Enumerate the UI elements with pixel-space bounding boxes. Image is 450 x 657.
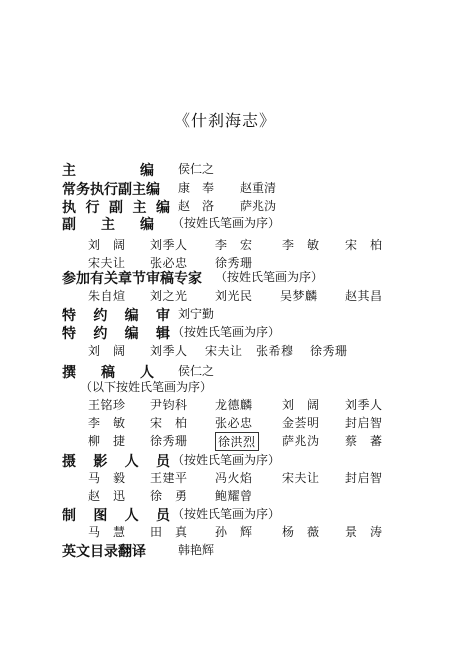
role-label-char: 摄 bbox=[62, 454, 76, 470]
role-label-char: 制 bbox=[62, 508, 76, 524]
note: （按姓氏笔画为序） bbox=[172, 453, 281, 467]
role-label bbox=[62, 160, 154, 180]
note: （按姓氏笔画为序） bbox=[215, 270, 324, 284]
person-name: 徐秀珊 bbox=[150, 434, 188, 448]
role-label-char: 人 bbox=[140, 365, 154, 381]
person-name: 刘季人 bbox=[345, 398, 383, 412]
role-label-char: 行 bbox=[85, 200, 100, 216]
person-name: 刘 阔 bbox=[282, 398, 320, 412]
person-name: 刘光民 bbox=[215, 289, 253, 303]
role-label-char: 主 bbox=[132, 200, 147, 216]
exec-vice-row bbox=[0, 197, 450, 215]
person-name: 徐 勇 bbox=[150, 489, 188, 503]
person-name: 赵重清 bbox=[240, 181, 277, 195]
role-label-char: 编 bbox=[140, 163, 154, 179]
role-label: 英文目录翻译 bbox=[62, 544, 146, 560]
person-name: 韩艳辉 bbox=[178, 543, 215, 557]
person-name: 朱自煊 bbox=[88, 289, 126, 303]
role-label-char: 特 bbox=[62, 308, 76, 324]
person-name: 宋 柏 bbox=[150, 416, 188, 430]
role-label-char: 人 bbox=[124, 454, 139, 470]
role-label-char: 约 bbox=[93, 326, 108, 342]
role-label-char: 编 bbox=[156, 200, 170, 216]
person-name: 宋夫让 bbox=[88, 256, 126, 270]
person-name: 侯仁之 bbox=[178, 364, 215, 378]
role-label bbox=[62, 305, 170, 325]
person-name: 侯仁之 bbox=[178, 162, 215, 176]
role-label-char: 特 bbox=[62, 326, 76, 342]
person-name: 宋夫让 bbox=[282, 471, 320, 485]
role-label-char: 副 bbox=[109, 200, 123, 216]
person-name: 康 奉 bbox=[178, 181, 215, 195]
person-name: 冯火焰 bbox=[215, 471, 253, 485]
role-label-char: 执 bbox=[62, 200, 76, 216]
role-label-char: 审 bbox=[155, 308, 170, 324]
person-name: 龙德麟 bbox=[215, 398, 253, 412]
special-edit-names bbox=[0, 342, 450, 360]
person-name: 王建平 bbox=[150, 471, 188, 485]
photographers-names-1 bbox=[0, 469, 450, 487]
person-name: 李 宏 bbox=[215, 238, 253, 252]
person-name: 封启智 bbox=[345, 416, 383, 430]
photographers-names-2 bbox=[0, 487, 450, 505]
person-name: 刘宁勤 bbox=[178, 307, 215, 321]
note: （按姓氏笔画为序） bbox=[172, 216, 281, 230]
role-label-char: 图 bbox=[93, 508, 108, 524]
writers-names-2 bbox=[0, 414, 450, 432]
role-label-char: 稿 bbox=[101, 365, 115, 381]
role-label bbox=[62, 505, 170, 525]
note: （以下按姓氏笔画为序） bbox=[80, 380, 213, 394]
deputy-names-1 bbox=[0, 236, 450, 254]
cartographers-names-1 bbox=[0, 523, 450, 541]
role-label bbox=[62, 214, 154, 234]
person-name: 景 涛 bbox=[345, 525, 383, 539]
role-label-char: 员 bbox=[155, 508, 170, 524]
chief-editor-row bbox=[0, 160, 450, 178]
person-name: 李 敏 bbox=[282, 238, 320, 252]
role-label-char: 员 bbox=[155, 454, 170, 470]
role-label bbox=[62, 323, 170, 343]
role-label-char: 主 bbox=[62, 163, 76, 179]
role-label-char: 副 bbox=[62, 217, 76, 233]
person-name: 田 真 bbox=[150, 525, 188, 539]
role-label-char: 撰 bbox=[62, 365, 76, 381]
person-name: 宋夫让 bbox=[205, 344, 243, 358]
person-name: 赵 洛 bbox=[178, 199, 215, 213]
role-label bbox=[62, 451, 170, 471]
note: （按姓氏笔画为序） bbox=[172, 325, 281, 339]
person-name: 封启智 bbox=[345, 471, 383, 485]
role-label-char: 编 bbox=[140, 217, 154, 233]
person-name: 吴梦麟 bbox=[280, 289, 318, 303]
person-name: 蔡 蕃 bbox=[345, 434, 383, 448]
role-label-char: 编 bbox=[124, 326, 139, 342]
role-label: 参加有关章节审稿专家 bbox=[62, 271, 202, 287]
person-name: 赵 迅 bbox=[88, 489, 126, 503]
writers-note-row bbox=[0, 378, 450, 396]
photographers-row bbox=[0, 451, 450, 469]
person-name: 金荟明 bbox=[282, 416, 320, 430]
person-name: 刘季人 bbox=[150, 238, 188, 252]
person-name: 鲍耀曾 bbox=[215, 489, 253, 503]
person-name: 徐秀珊 bbox=[215, 256, 253, 270]
person-name: 尹钧科 bbox=[150, 398, 188, 412]
role-label-char: 主 bbox=[101, 217, 115, 233]
person-name: 刘 阔 bbox=[88, 344, 126, 358]
book-title: 《什刹海志》 bbox=[173, 111, 276, 130]
role-label-char: 辑 bbox=[155, 326, 170, 342]
special-edit-row bbox=[0, 323, 450, 341]
person-name: 王铭珍 bbox=[88, 398, 126, 412]
translation-row bbox=[0, 541, 450, 559]
person-name: 宋 柏 bbox=[345, 238, 383, 252]
person-name: 张必忠 bbox=[150, 256, 188, 270]
person-name: 萨兆沩 bbox=[282, 434, 320, 448]
person-name: 萨兆沩 bbox=[240, 199, 277, 213]
role-label-char: 人 bbox=[124, 508, 139, 524]
deputy-row bbox=[0, 214, 450, 232]
person-name: 刘 阔 bbox=[88, 238, 126, 252]
person-name: 刘之光 bbox=[150, 289, 188, 303]
writers-names-1 bbox=[0, 396, 450, 414]
person-name: 赵其昌 bbox=[345, 289, 383, 303]
experts-row bbox=[0, 268, 450, 286]
role-label-char: 影 bbox=[93, 454, 108, 470]
person-name: 徐秀珊 bbox=[310, 344, 348, 358]
writers-names-3 bbox=[0, 432, 450, 450]
role-label: 常务执行副主编 bbox=[62, 182, 160, 198]
person-name: 马 慧 bbox=[88, 525, 126, 539]
person-name: 李 敏 bbox=[88, 416, 126, 430]
person-name: 柳 捷 bbox=[88, 434, 126, 448]
person-name: 刘季人 bbox=[150, 344, 188, 358]
experts-names-1 bbox=[0, 287, 450, 305]
person-name: 徐洪烈 bbox=[215, 432, 259, 451]
exec-deputy-row bbox=[0, 179, 450, 197]
person-name: 张希穆 bbox=[256, 344, 294, 358]
note: （按姓氏笔画为序） bbox=[172, 507, 281, 521]
cartographers-row bbox=[0, 505, 450, 523]
person-name: 杨 薇 bbox=[282, 525, 320, 539]
special-review-row bbox=[0, 305, 450, 323]
role-label-char: 编 bbox=[124, 308, 139, 324]
person-name: 张必忠 bbox=[215, 416, 253, 430]
role-label-char: 约 bbox=[93, 308, 108, 324]
person-name: 马 毅 bbox=[88, 471, 126, 485]
person-name: 孙 辉 bbox=[215, 525, 253, 539]
